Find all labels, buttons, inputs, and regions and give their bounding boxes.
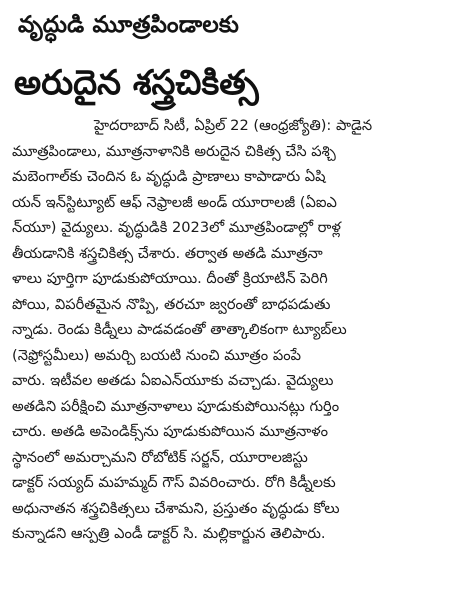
body-line: (నెఫ్రోస్టమీలు) అమర్చి బయటి నుంచి మూత్రం పంపే bbox=[12, 346, 301, 364]
body-line: డాక్టర్ సయ్యద్ మహమ్మద్ గౌస్ వివరించారు. రోగి కిడ్నీలకు bbox=[12, 474, 336, 491]
body-line: మబెంగాల్‌కు చెందిన ఓ వృద్ధుడి ప్రాణాలు కాపాడారు ఏషి bbox=[12, 168, 326, 185]
body-line: న్‌యూ) వైద్యులు. వృద్ధుడికి 2023లో మూత్రపిండాల్లో రాళ్ల bbox=[12, 219, 341, 236]
kicker-heading: వృద్ధుడి మూత్రపిండాలకు bbox=[18, 12, 240, 38]
headline: అరుదైన శస్త్రచికిత్స bbox=[14, 63, 259, 103]
body-line: హైదరాబాద్ సిటీ, ఏప్రిల్ 22 (ఆంధ్రజ్యోతి): పాడైన bbox=[94, 117, 373, 134]
body-line: ళాలు పూర్తిగా పూడుకుపోయాయి. దీంతో క్రియాటిన్ పెరిగి bbox=[12, 270, 328, 287]
body-line: యన్ ఇన్‌స్టిట్యూట్ ఆఫ్ నెఫ్రాలజీ అండ్ యూరాలజీ (ఏఐఎ bbox=[12, 193, 337, 211]
body-line: కున్నాడని ఆస్పత్రి ఎండీ డాక్టర్ సి. మల్లికార్జున తెలిపారు. bbox=[12, 525, 326, 542]
body-line: తీయడానికి శస్త్రచికిత్స చేశారు. తర్వాత అతడి మూత్రనా bbox=[12, 244, 323, 262]
body-line: చారు. అతడి అపెండిక్స్‌ను పూడుకుపోయిన మూత్రనాళం bbox=[12, 423, 329, 440]
body-line: అధునాతన శస్త్రచికిత్సలు చేశామని, ప్రస్తుతం వృద్ధుడు కోలు bbox=[12, 499, 340, 517]
body-line: అతడిని పరీక్షించి మూత్రనాళాలు పూడుకుపోయినట్లు గుర్తిం bbox=[12, 397, 340, 415]
article-body bbox=[12, 113, 446, 547]
body-line: స్థానంలో అమర్చామని రోబోటిక్ సర్జన్, యూరాలజిస్టు bbox=[12, 448, 308, 466]
body-line: వారు. ఇటీవల అతడు ఏఐఎన్‌యూకు వచ్చాడు. వైద్యులు bbox=[12, 372, 334, 389]
body-line: మూత్రపిండాలు, మూత్రనాళానికి అరుదైన చికిత్స చేసి పశ్చి bbox=[12, 142, 336, 160]
body-line: న్నాడు. రెండు కిడ్నీలు పాడవడంతో తాత్కాలికంగా ట్యూబ్‌లు bbox=[12, 321, 347, 338]
body-line: పోయి, విపరీతమైన నొప్పి, తరచూ జ్వరంతో బాధపడుతు bbox=[12, 295, 331, 313]
